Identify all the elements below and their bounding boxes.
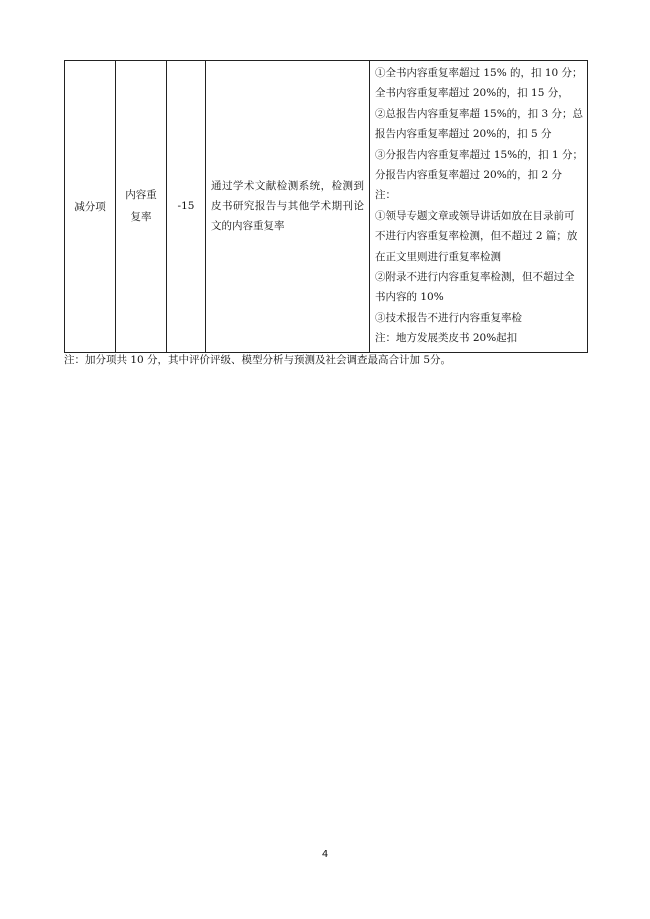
table-footnote: 注：加分项共 10 分，其中评价评级、模型分析与预测及社会调查最高合计加 5分。 xyxy=(64,354,452,366)
rule-line: ②总报告内容重复率超 15%的，扣 3 分；总 xyxy=(375,107,584,120)
scoring-table xyxy=(64,60,588,353)
rules-cell xyxy=(370,61,588,353)
score-text: -15 xyxy=(177,200,195,213)
rule-line: ③分报告内容重复率超过 15%的，扣 1 分； xyxy=(375,148,584,161)
method-text: 通过学术文献检测系统，检测到皮书研究报告与其他学术期刊论文的内容重复率 xyxy=(211,180,364,233)
rule-line: ①领导专题文章或领导讲话如放在目录前可 xyxy=(375,209,575,222)
item-name-line: 内容重 xyxy=(125,189,157,202)
category-cell xyxy=(65,61,116,353)
rule-line: 注：地方发展类皮书 20%起扣 xyxy=(375,332,518,345)
rule-line: 在正文里则进行重复率检测 xyxy=(375,250,501,263)
item-name-cell xyxy=(116,61,167,353)
method-cell xyxy=(206,61,370,353)
rule-line: ①全书内容重复率超过 15% 的，扣 10 分； xyxy=(375,67,583,79)
category-text: 减分项 xyxy=(74,200,106,213)
score-cell xyxy=(167,61,206,353)
rule-line: ②附录不进行内容重复率检测，但不超过全 xyxy=(375,271,575,284)
table-row xyxy=(65,61,588,353)
item-name-line: 复率 xyxy=(130,211,152,224)
rule-line: ③技术报告不进行内容重复率检 xyxy=(375,311,522,324)
rule-line: 书内容的 10% xyxy=(375,291,444,304)
rule-line: 不进行内容重复率检测，但不超过 2 篇；放 xyxy=(375,230,578,243)
rule-line: 报告内容重复率超过 20%的，扣 5 分 xyxy=(375,128,552,141)
rule-line: 分报告内容重复率超过 20%的，扣 2 分 xyxy=(375,169,563,182)
rule-line: 注： xyxy=(375,189,396,202)
rule-line: 全书内容重复率超过 20%的，扣 15 分， xyxy=(375,87,569,100)
page-number: 4 xyxy=(321,849,329,860)
